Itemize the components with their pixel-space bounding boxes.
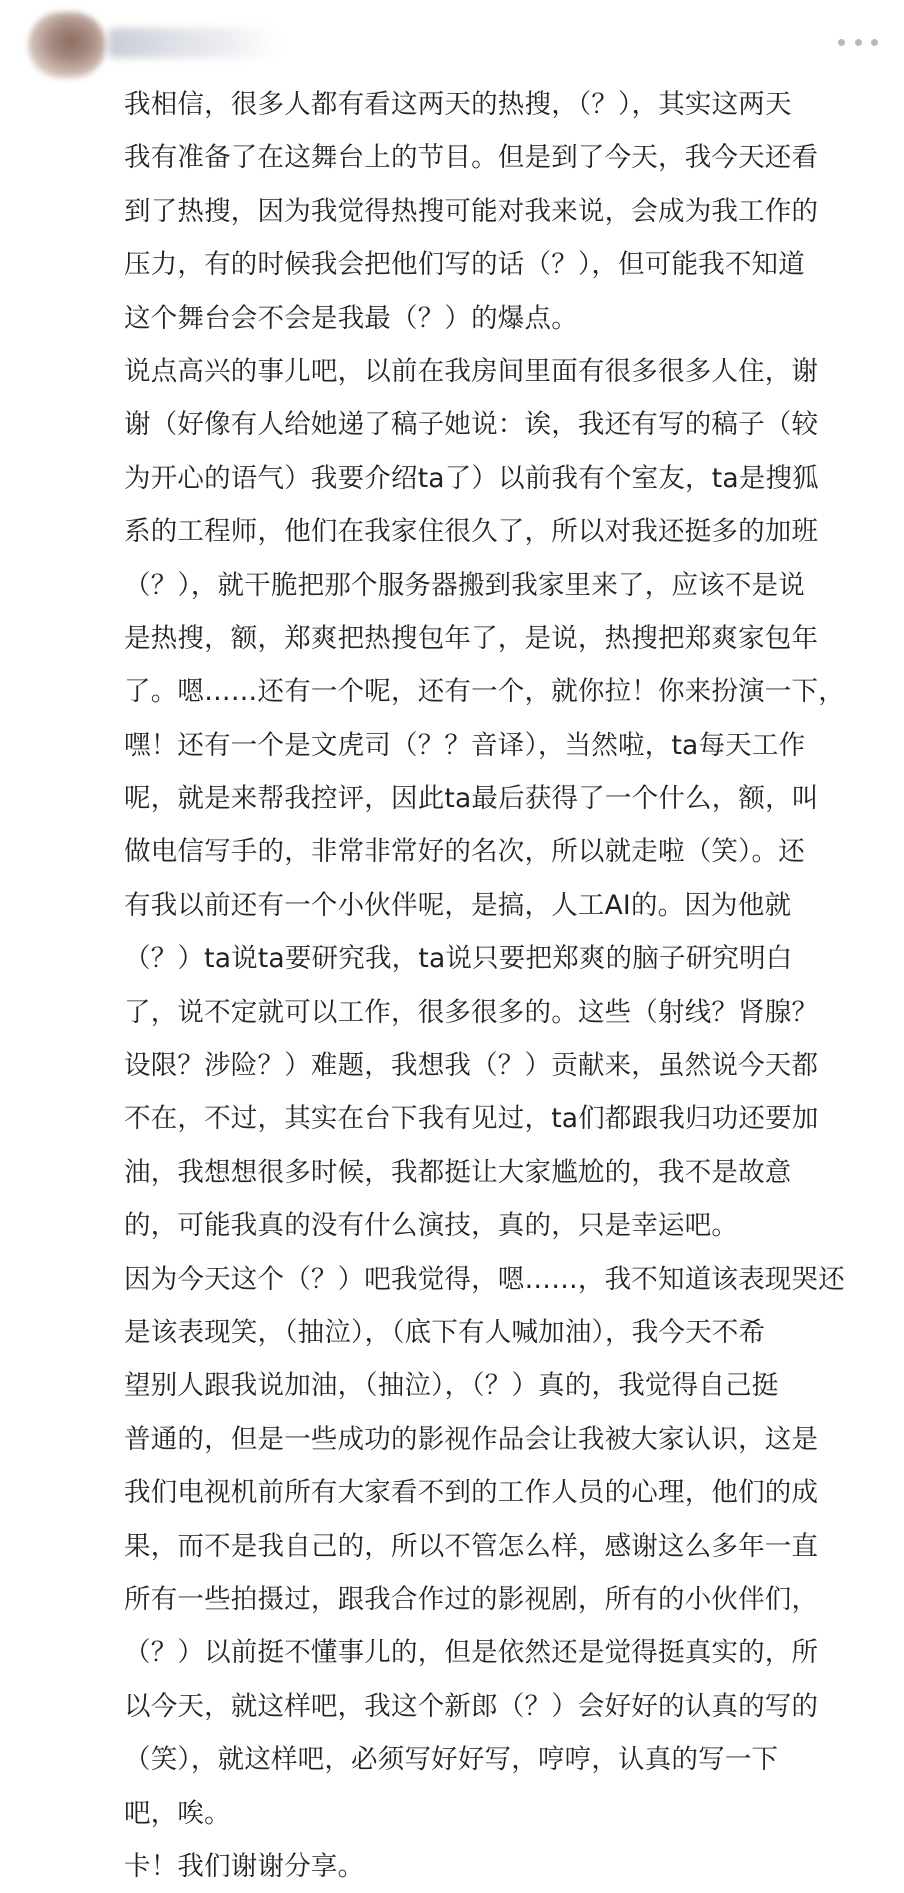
post-text-line: 嘿！还有一个是文虎司（？？音译），当然啦，ta每天工作 xyxy=(124,729,806,761)
post-text-line: 的，可能我真的没有什么演技，真的，只是幸运吧。 xyxy=(124,1210,739,1242)
post-text-line: 压力，有的时候我会把他们写的话（？），但可能我不知道 xyxy=(124,249,805,281)
post-text-line: 设限？涉险？）难题，我想我（？）贡献来，虽然说今天都 xyxy=(124,1050,819,1082)
post-text-line: 我相信，很多人都有看这两天的热搜，（？），其实这两天 xyxy=(124,89,792,120)
more-horizontal-icon xyxy=(871,39,878,46)
post-text-line: （？）以前挺不懂事儿的，但是依然还是觉得挺真实的，所 xyxy=(124,1637,819,1669)
post-text-line: 这个舞台会不会是我最（？）的爆点。 xyxy=(124,302,578,334)
post-text-line: 不在，不过，其实在台下我有见过，ta们都跟我归功还要加 xyxy=(124,1103,819,1135)
post-text-line: 普通的，但是一些成功的影视作品会让我被大家认识，这是 xyxy=(124,1423,819,1455)
post-text-line: 以今天，就这样吧，我这个新郎（？）会好好的认真的写的 xyxy=(124,1690,819,1722)
post-text-line: 到了热搜，因为我觉得热搜可能对我来说，会成为我工作的 xyxy=(124,195,819,227)
post-text-line: 望别人跟我说加油，（抽泣），（？）真的，我觉得自己挺 xyxy=(124,1370,779,1402)
post-text-line: 谢（好像有人给她递了稿子她说：诶，我还有写的稿子（较 xyxy=(124,409,819,441)
post-text-line: 所有一些拍摄过，跟我合作过的影视剧，所有的小伙伴们， xyxy=(124,1583,819,1615)
post-text-line: 为开心的语气）我要介绍ta了）以前我有个室友，ta是搜狐 xyxy=(124,462,819,494)
more-horizontal-icon xyxy=(855,39,862,46)
post-text-line: （笑），就这样吧，必须写好好写，哼哼，认真的写一下 xyxy=(124,1744,779,1776)
post-text-line: 我有准备了在这舞台上的节目。但是到了今天，我今天还看 xyxy=(124,142,819,174)
more-options-button[interactable] xyxy=(838,30,878,54)
post-text-line: 系的工程师，他们在我家住很久了，所以对我还挺多的加班 xyxy=(124,516,819,548)
post-text-line: 有我以前还有一个小伙伴呢，是搞，人工AI的。因为他就 xyxy=(124,889,792,921)
post-text-line: 卡！我们谢谢分享。 xyxy=(124,1850,365,1882)
post-text-line: 果，而不是我自己的，所以不管怎么样，感谢这么多年一直 xyxy=(124,1530,819,1562)
post-text-line: （？），就干脆把那个服务器搬到我家里来了，应该不是说 xyxy=(124,569,805,601)
post-text-line: 是该表现笑，（抽泣），（底下有人喊加油），我今天不希 xyxy=(124,1316,766,1348)
post-body xyxy=(124,78,874,1893)
post-text-line: 了。嗯……还有一个呢，还有一个，就你拉！你来扮演一下， xyxy=(124,676,845,708)
username-blurred[interactable] xyxy=(108,28,278,58)
post-text-line: 做电信写手的，非常非常好的名次，所以就走啦（笑）。还 xyxy=(124,836,805,868)
post-text-line: 吧，唉。 xyxy=(124,1797,231,1829)
post-text-line: 我们电视机前所有大家看不到的工作人员的心理，他们的成 xyxy=(124,1477,819,1509)
post-text-line: 因为今天这个（？）吧我觉得，嗯……，我不知道该表现哭还 xyxy=(124,1263,845,1295)
more-horizontal-icon xyxy=(838,39,845,46)
post-text-line: 说点高兴的事儿吧，以前在我房间里面有很多很多人住，谢 xyxy=(124,355,819,387)
avatar[interactable] xyxy=(28,12,106,78)
post-text-line: 是热搜，额，郑爽把热搜包年了，是说，热搜把郑爽家包年 xyxy=(124,622,819,654)
post-text-line: 了，说不定就可以工作，很多很多的。这些（射线？肾腺？ xyxy=(124,996,819,1028)
post-header xyxy=(0,0,904,90)
post-text-line: 油，我想想很多时候，我都挺让大家尴尬的，我不是故意 xyxy=(124,1156,792,1188)
post-text-line: 呢，就是来帮我控评，因此ta最后获得了一个什么，额，叫 xyxy=(124,783,819,815)
post-text-line: （？）ta说ta要研究我，ta说只要把郑爽的脑子研究明白 xyxy=(124,943,793,975)
